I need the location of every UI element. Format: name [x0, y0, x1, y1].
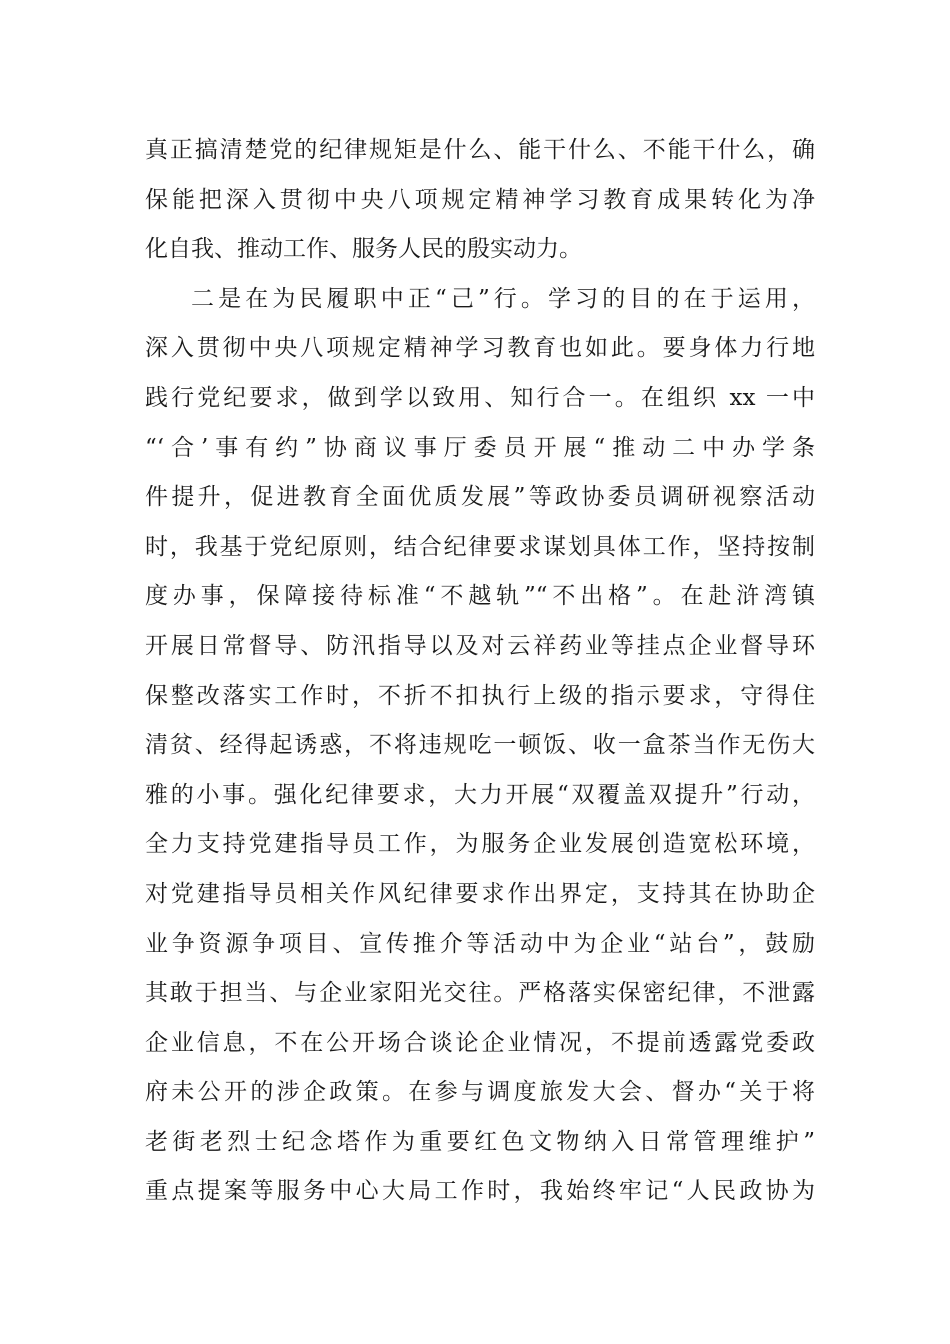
- text-line-4: 二是在为民履职中正“己”行。学习的目的在于运用，: [191, 285, 815, 312]
- text-line-20: 府未公开的涉企政策。在参与调度旅发大会、督办“关于将: [145, 1079, 815, 1106]
- text-line-1: 真正搞清楚党的纪律规矩是什么、能干什么、不能干什么，确: [145, 137, 815, 163]
- text-line-18: 其敢于担当、与企业家阳光交往。严格落实保密纪律，不泄露: [145, 980, 815, 1007]
- text-line-16: 对党建指导员相关作风纪律要求作出界定，支持其在协助企: [145, 880, 815, 907]
- text-line-12: 保整改落实工作时，不折不扣执行上级的指示要求，守得住: [145, 682, 815, 709]
- text-line-7: “‘合’事有约”协商议事厅委员开展“推动二中办学条: [145, 434, 815, 461]
- text-line-14: 雅的小事。强化纪律要求，大力开展“双覆盖双提升”行动，: [145, 781, 815, 808]
- text-line-15: 全力支持党建指导员工作，为服务企业发展创造宽松环境，: [145, 831, 815, 858]
- text-line-21: 老街老烈士纪念塔作为重要红色文物纳入日常管理维护”: [145, 1128, 815, 1155]
- text-line-10: 度办事，保障接待标准“不越轨”“不出格”。在赴浒湾镇: [145, 583, 815, 610]
- body-text: [145, 126, 815, 1217]
- text-line-22: 重点提案等服务中心大局工作时，我始终牢记“人民政协为: [145, 1178, 815, 1205]
- text-line-2: 保能把深入贯彻中央八项规定精神学习教育成果转化为净: [145, 186, 815, 213]
- text-line-6: 践行党纪要求，做到学以致用、知行合一。在组织 xx 一中: [145, 384, 815, 411]
- text-line-3: 化自我、推动工作、服务人民的殷实动力。: [145, 236, 582, 263]
- text-line-8: 件提升，促进教育全面优质发展”等政协委员调研视察活动: [145, 484, 815, 511]
- text-line-9: 时，我基于党纪原则，结合纪律要求谋划具体工作，坚持按制: [145, 533, 815, 560]
- text-line-11: 开展日常督导、防汛指导以及对云祥药业等挂点企业督导环: [145, 632, 815, 659]
- text-line-5: 深入贯彻中央八项规定精神学习教育也如此。要身体力行地: [145, 335, 815, 362]
- text-line-13: 清贫、经得起诱惑，不将违规吃一顿饭、收一盒茶当作无伤大: [145, 732, 815, 759]
- text-line-19: 企业信息，不在公开场合谈论企业情况，不提前透露党委政: [145, 1029, 815, 1056]
- text-line-17: 业争资源争项目、宣传推介等活动中为企业“站台”，鼓励: [145, 930, 815, 957]
